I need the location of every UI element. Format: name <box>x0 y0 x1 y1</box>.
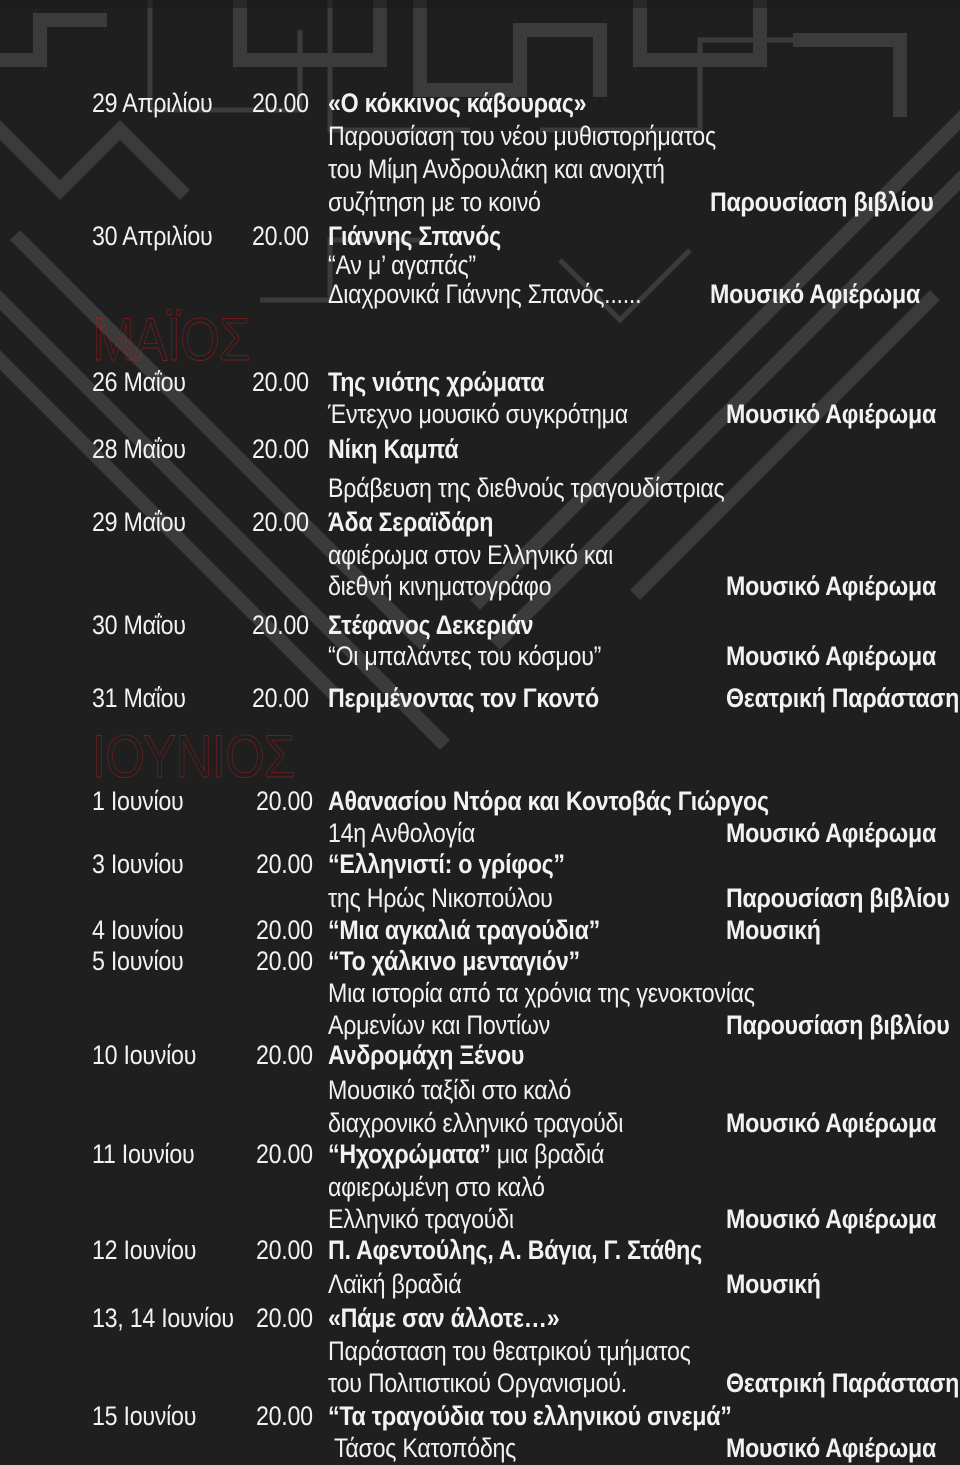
event-date: 28 Μαΐου <box>92 434 186 464</box>
event-category: Μουσικό Αφιέρωμα <box>726 399 936 429</box>
event-detail: αφιερωμένη στο καλό <box>328 1172 545 1202</box>
event-category: Μουσικό Αφιέρωμα <box>726 1433 936 1463</box>
event-time: 20.00 <box>256 1139 313 1169</box>
event-time: 20.00 <box>252 367 309 397</box>
event-time: 20.00 <box>256 1235 313 1265</box>
event-time: 20.00 <box>252 221 309 251</box>
month-heading-may: ΜΑΪΟΣ <box>92 306 250 373</box>
event-time: 20.00 <box>256 1303 313 1333</box>
event-detail: Παράσταση του θεατρικού τμήματος <box>328 1336 691 1366</box>
event-date: 11 Ιουνίου <box>92 1139 195 1169</box>
event-detail: Τάσος Κατοπόδης <box>334 1433 517 1463</box>
event-date: 29 Απριλίου <box>92 88 213 118</box>
event-time: 20.00 <box>256 849 313 879</box>
event-detail: 14η Ανθολογία <box>328 818 475 848</box>
event-detail: αφιέρωμα στον Ελληνικό και <box>328 540 614 570</box>
event-category: Μουσική <box>726 915 821 945</box>
event-title: “Μια αγκαλιά τραγούδια” <box>328 915 600 945</box>
event-detail: Παρουσίαση του νέου μυθιστορήματος <box>328 121 716 151</box>
event-date: 13, 14 Ιουνίου <box>92 1303 234 1333</box>
event-time: 20.00 <box>252 88 309 118</box>
event-title: Περιμένοντας τον Γκοντό <box>328 683 599 713</box>
event-detail: “Αν μ’ αγαπάς” <box>328 250 476 280</box>
event-category: Παρουσίαση βιβλίου <box>726 883 950 913</box>
event-date: 10 Ιουνίου <box>92 1040 197 1070</box>
event-date: 30 Απριλίου <box>92 221 213 251</box>
event-detail: του Πολιτιστικού Οργανισμού. <box>328 1368 627 1398</box>
event-title: «Πάμε σαν άλλοτε…» <box>328 1303 560 1333</box>
event-title: Π. Αφεντούλης, Α. Βάγια, Γ. Στάθης <box>328 1235 702 1265</box>
event-time: 20.00 <box>252 434 309 464</box>
event-title: “Ελληνιστί: ο γρίφος” <box>328 849 565 879</box>
event-detail: Ελληνικό τραγούδι <box>328 1204 514 1234</box>
event-title: Άδα Σεραϊδάρη <box>328 507 494 537</box>
event-detail: του Μίμη Ανδρουλάκη και ανοιχτή <box>328 154 665 184</box>
event-detail: Λαϊκή βραδιά <box>328 1269 462 1299</box>
event-date: 1 Ιουνίου <box>92 786 184 816</box>
event-time: 20.00 <box>252 507 309 537</box>
event-detail: διεθνή κινηματογράφο <box>328 571 552 601</box>
event-date: 29 Μαΐου <box>92 507 186 537</box>
event-title-suffix: μια βραδιά <box>490 1139 605 1169</box>
event-time: 20.00 <box>256 1040 313 1070</box>
event-category: Παρουσίαση βιβλίου <box>710 187 934 217</box>
event-detail: Αρμενίων και Ποντίων <box>328 1010 550 1040</box>
event-date: 5 Ιουνίου <box>92 946 184 976</box>
event-category: Μουσικό Αφιέρωμα <box>726 641 936 671</box>
event-date: 15 Ιουνίου <box>92 1401 197 1431</box>
event-title: «Ο κόκκινος κάβουρας» <box>328 88 587 118</box>
month-heading-june: ΙΟΥΝΙΟΣ <box>92 723 295 790</box>
event-detail: διαχρονικό ελληνικό τραγούδι <box>328 1108 624 1138</box>
event-date: 12 Ιουνίου <box>92 1235 197 1265</box>
event-title: Αθανασίου Ντόρα και Κοντοβάς Γιώργος <box>328 786 769 816</box>
event-detail: Μια ιστορία από τα χρόνια της γενοκτονίας <box>328 978 755 1008</box>
event-date: 4 Ιουνίου <box>92 915 184 945</box>
event-time: 20.00 <box>256 946 313 976</box>
event-title-line <box>328 1139 604 1169</box>
event-category: Θεατρική Παράσταση <box>726 1368 960 1398</box>
event-time: 20.00 <box>252 683 309 713</box>
event-category: Μουσικό Αφιέρωμα <box>710 279 920 309</box>
event-time: 20.00 <box>256 786 313 816</box>
event-detail: “Οι μπαλάντες του κόσμου” <box>328 641 602 671</box>
event-date: 30 Μαΐου <box>92 610 186 640</box>
event-detail: Μουσικό ταξίδι στο καλό <box>328 1075 572 1105</box>
event-title: Γιάννης Σπανός <box>328 221 501 251</box>
event-category: Μουσικό Αφιέρωμα <box>726 818 936 848</box>
event-title: Νίκη Καμπά <box>328 434 459 464</box>
event-category: Μουσικό Αφιέρωμα <box>726 1204 936 1234</box>
event-title: Ανδρομάχη Ξένου <box>328 1040 525 1070</box>
event-category: Μουσικό Αφιέρωμα <box>726 571 936 601</box>
event-category: Παρουσίαση βιβλίου <box>726 1010 950 1040</box>
event-time: 20.00 <box>252 610 309 640</box>
event-date: 31 Μαΐου <box>92 683 186 713</box>
event-title: Της νιότης χρώματα <box>328 367 545 397</box>
event-title: “Το χάλκινο μενταγιόν” <box>328 946 580 976</box>
event-detail: συζήτηση με το κοινό <box>328 187 541 217</box>
event-detail: Βράβευση της διεθνούς τραγουδίστριας <box>328 473 725 503</box>
event-date: 26 Μαΐου <box>92 367 186 397</box>
event-detail: της Ηρώς Νικοπούλου <box>328 883 553 913</box>
event-category: Μουσικό Αφιέρωμα <box>726 1108 936 1138</box>
event-detail: Διαχρονικά Γιάννης Σπανός...... <box>328 279 642 309</box>
event-title: Στέφανος Δεκεριάν <box>328 610 534 640</box>
event-detail: Έντεχνο μουσικό συγκρότημα <box>328 399 628 429</box>
event-category: Μουσική <box>726 1269 821 1299</box>
event-title: “Τα τραγούδια του ελληνικού σινεμά” <box>328 1401 732 1431</box>
event-category: Θεατρική Παράσταση <box>726 683 960 713</box>
event-time: 20.00 <box>256 915 313 945</box>
event-time: 20.00 <box>256 1401 313 1431</box>
event-title: “Ηχοχρώματα” <box>328 1139 491 1169</box>
event-date: 3 Ιουνίου <box>92 849 184 879</box>
